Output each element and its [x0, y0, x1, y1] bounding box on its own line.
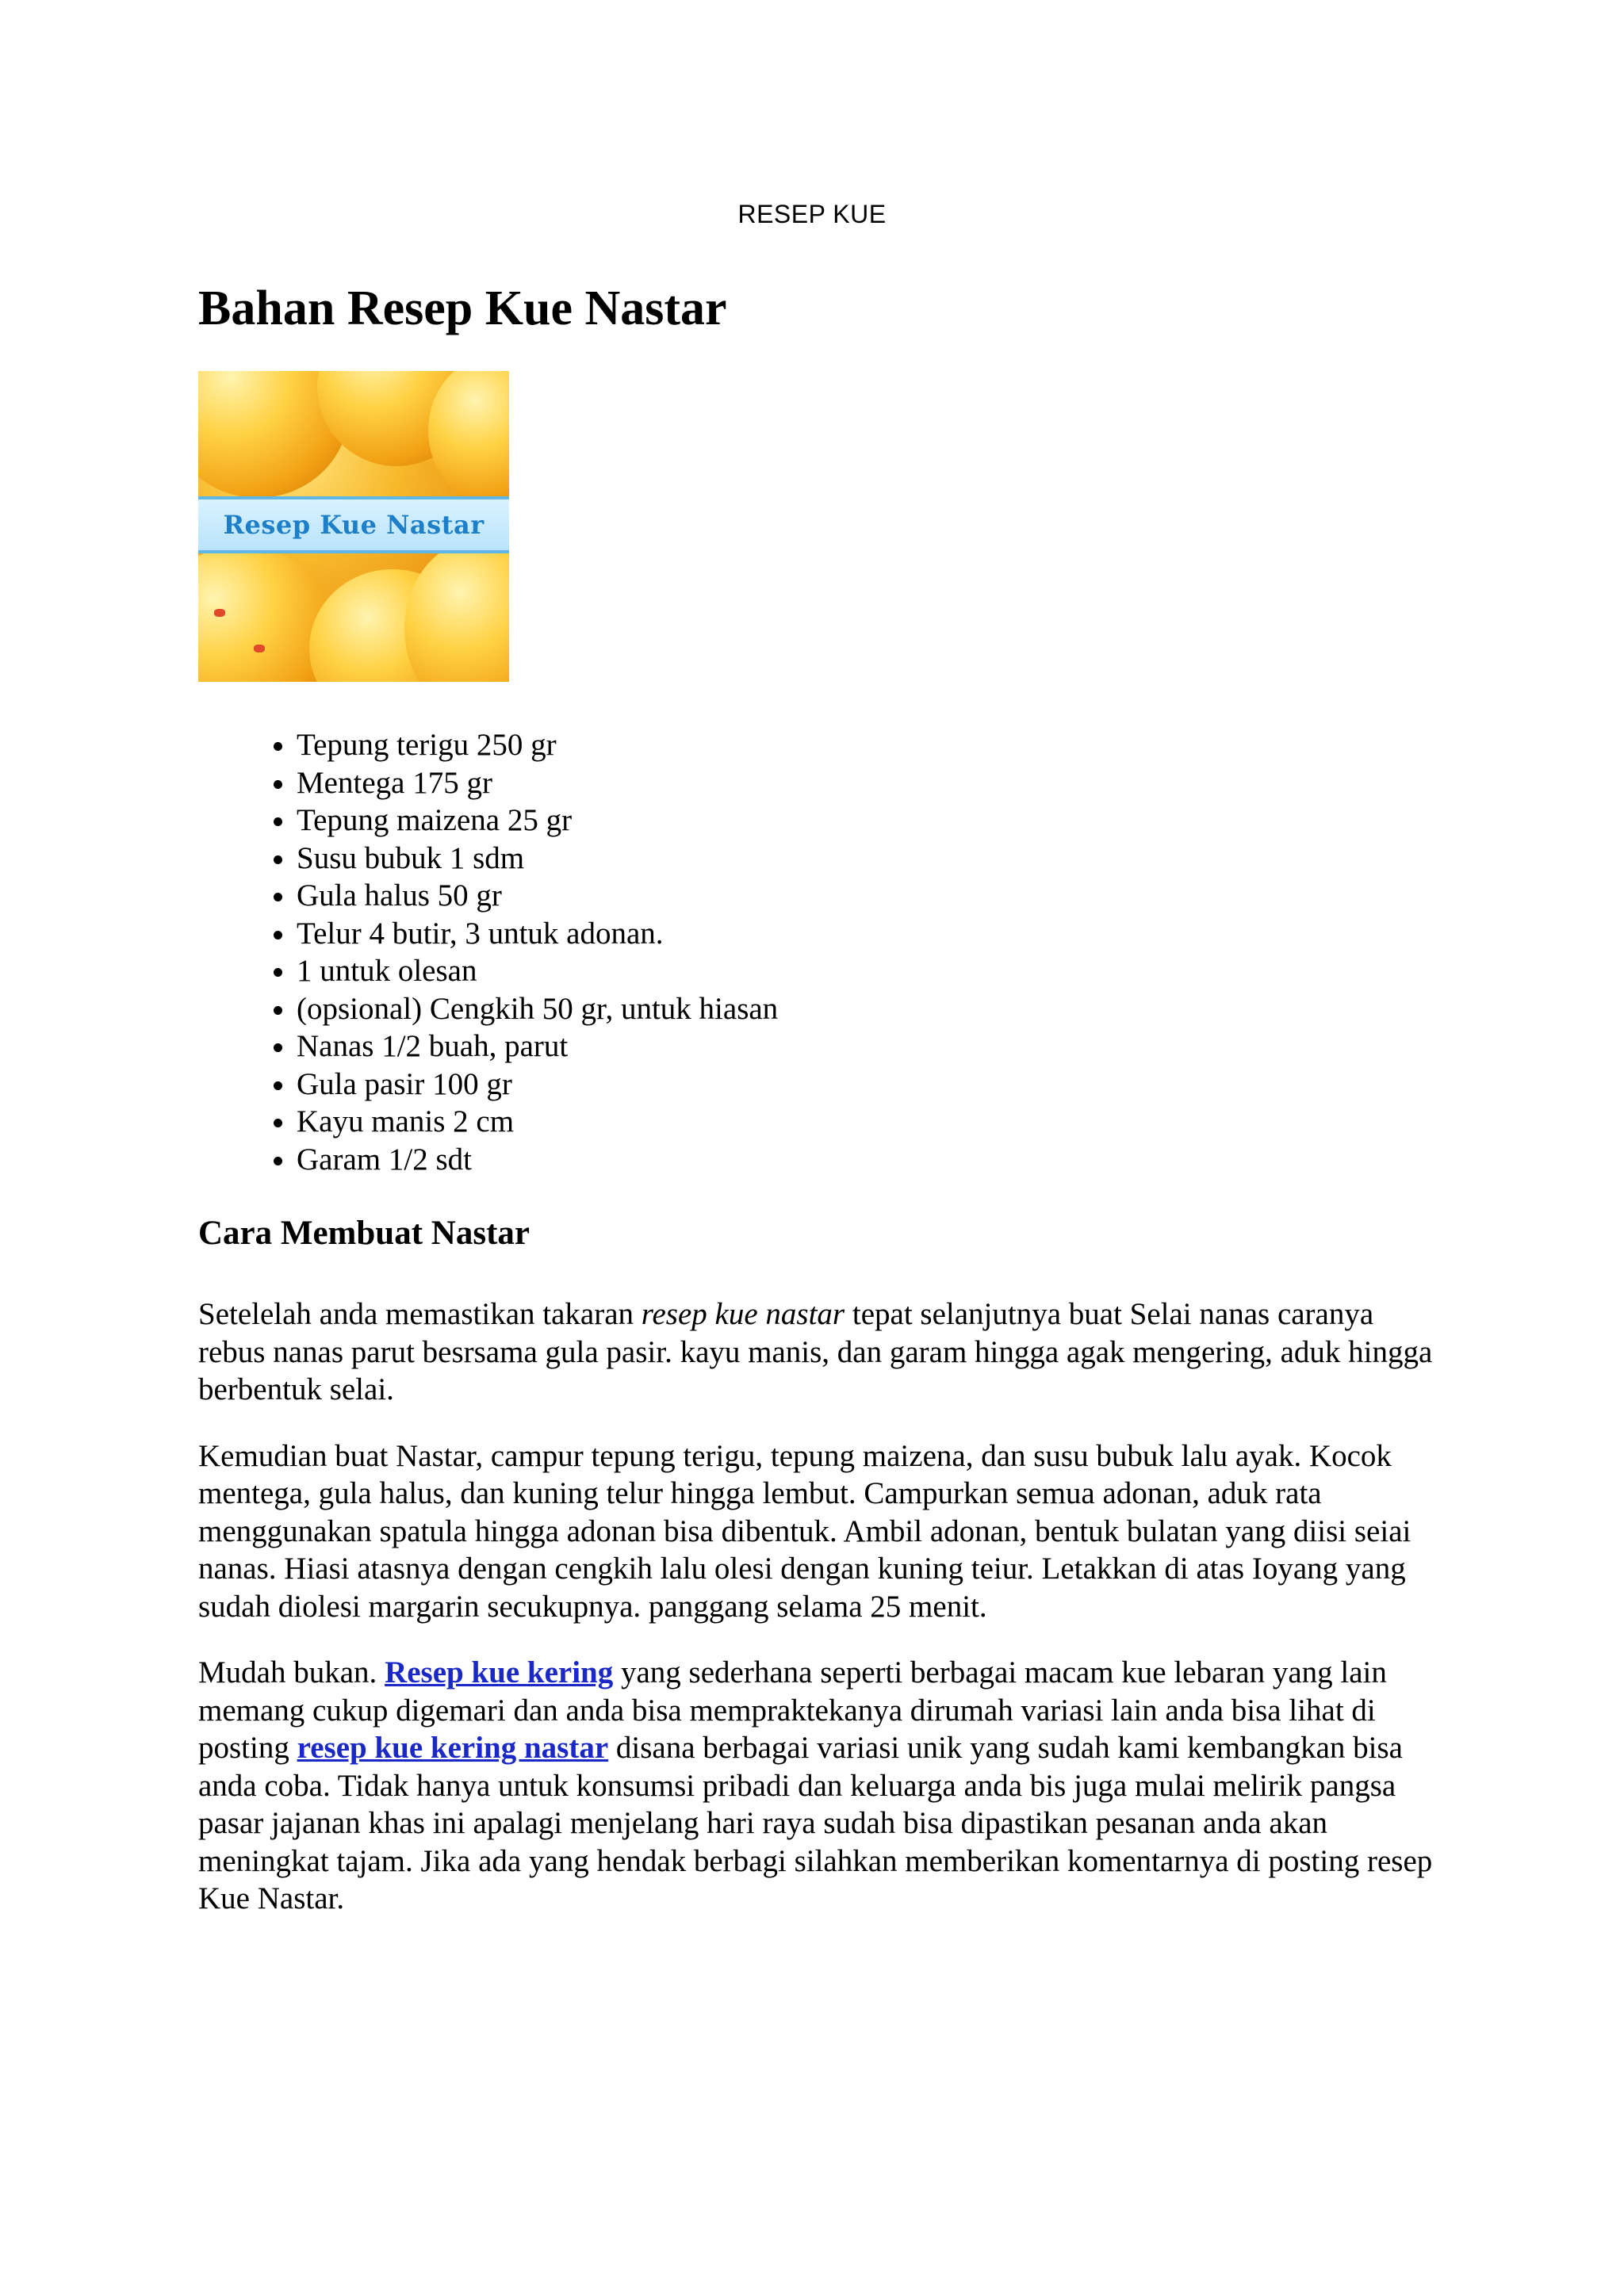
list-item: • Telur 4 butir, 3 untuk adonan.	[297, 915, 1435, 953]
section-title: Cara Membuat Nastar	[198, 1215, 530, 1252]
list-item: • Susu bubuk 1 sdm	[297, 840, 1435, 878]
document-body	[198, 277, 1435, 1918]
emphasis-resep: resep kue nastar	[641, 1297, 845, 1331]
list-item: • Kayu manis 2 cm	[297, 1103, 1435, 1141]
page-header: RESEP KUE	[737, 200, 887, 228]
list-item: • Mentega 175 gr	[297, 764, 1435, 802]
paragraph-nastar: Kemudian buat Nastar, campur tepung terigu, tepung maizena, dan susu bubuk lalu ayak. Kocok mentega, gula halus, dan kuning telur hingga lembut. Campurkan semua adonan, aduk rata menggunakan spatula hingga adonan bisa dibentuk. Ambil adonan, bentuk bulatan yang diisi seiai nanas. Hiasi atasnya dengan cengkih lalu olesi dengan kuning teiur. Letakkan di atas Ioyang yang sudah diolesi margarin secukupnya. panggang selama 25 menit.	[198, 1438, 1411, 1624]
list-item: • Gula pasir 100 gr	[297, 1066, 1435, 1104]
image-banner-text: Resep Kue Nastar	[223, 510, 485, 540]
link-resep-kue-kering-nastar[interactable]: resep kue kering nastar	[297, 1731, 609, 1765]
list-item: • Garam 1/2 sdt	[297, 1141, 1435, 1179]
paragraph-selai: Setelelah anda memastikan takaran resep kue nastar tepat selanjutnya buat Selai nanas caranya rebus nanas parut besrsama gula pasir. kayu manis, dan garam hingga agak mengering, aduk hingga berbentuk selai.	[198, 1297, 1433, 1406]
list-item: • Tepung terigu 250 gr	[297, 726, 1435, 764]
list-item: • (opsional) Cengkih 50 gr, untuk hiasan	[297, 990, 1435, 1028]
list-item: • Nanas 1/2 buah, parut	[297, 1027, 1435, 1066]
list-item: • 1 untuk olesan	[297, 952, 1435, 990]
link-resep-kue-kering[interactable]: Resep kue kering	[385, 1655, 614, 1689]
nastar-photo	[198, 371, 509, 682]
image-banner	[198, 496, 509, 553]
page-title: Bahan Resep Kue Nastar	[198, 281, 727, 335]
ingredient-list	[198, 726, 1435, 1178]
list-item: • Tepung maizena 25 gr	[297, 802, 1435, 840]
list-item: • Gula halus 50 gr	[297, 877, 1435, 915]
paragraph-closing: Mudah bukan. Resep kue kering yang sederhana seperti berbagai macam kue lebaran yang lain memang cukup digemari dan anda bisa mempraktekanya dirumah variasi lain anda bisa lihat di posting resep kue kering nastar disana berbagai variasi unik yang sudah kami kembangkan bisa anda coba. Tidak hanya untuk konsumsi pribadi dan keluarga anda bis juga mulai melirik pangsa pasar jajanan khas ini apalagi menjelang hari raya sudah bisa dipastikan pesanan anda akan meningkat tajam. Jika ada yang hendak berbagi silahkan memberikan komentarnya di posting resep Kue Nastar.	[198, 1655, 1433, 1915]
